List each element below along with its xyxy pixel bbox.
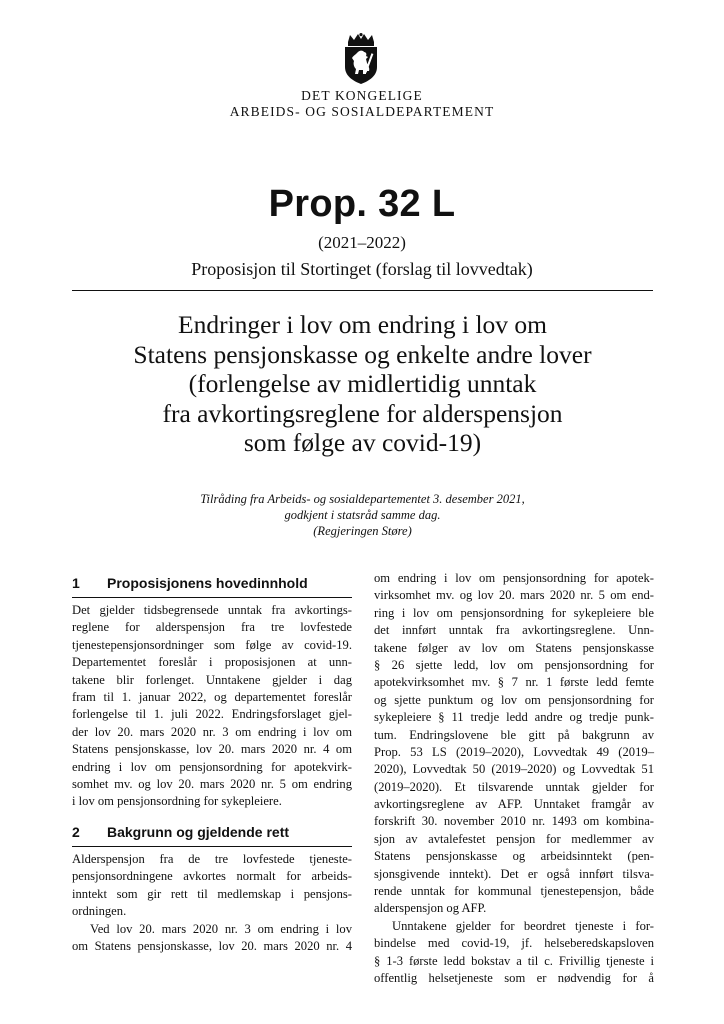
title-line: fra avkortingsreglene for alderspensjon [162,398,563,428]
section-2-body [72,851,352,955]
text-line: avkortingsreglene av AFP. Unntaket framgår av [374,797,654,812]
section-title: Bakgrunn og gjeldende rett [107,824,290,840]
text-line: i lov om pensjonsordning for sykepleiere. [72,794,282,809]
proposition-number: Prop. 32 L [268,183,456,225]
right-column-body [374,570,654,987]
section-heading-1 [72,575,352,595]
session-years: (2021–2022) [318,233,406,252]
text-line: Departementet foreslår i proposisjonen at unn- [72,655,352,670]
title-line: Endringer i lov om endring i lov om [178,310,547,339]
text-line: Prop. 53 LS (2019–2020), Lovvedtak 49 (2019– [374,744,654,759]
text-line: ring i lov om pensjonsordning for sykepleiere ble [374,605,654,620]
text-line: og sjette punktum og lov om pensjonsordning for [374,692,654,707]
text-line: tjenestepensjonsordninger som følge av covid-19. [72,637,352,652]
text-line: takene følger av lov om Statens pensjonskasse [374,640,654,655]
text-line: der lov 20. mars 2020 nr. 3 om endring i lov om [72,724,352,739]
text-line: Det gjelder tidsbegrensede unntak fra avkortings- [72,603,352,617]
section-divider [72,846,352,847]
proposition-type: Proposisjon til Stortinget (forslag til lovvedtak) [191,259,533,279]
text-line: Ved lov 20. mars 2020 nr. 3 om endring i lov [90,921,352,936]
text-line: fram til 1. januar 2022, og departementet foreslår [72,689,352,704]
section-heading-2 [72,824,352,844]
approval-line: (Regjeringen Støre) [313,524,412,538]
text-line: ordningen. [72,904,127,919]
text-line: forlengelse til 1. juli 2022. Endringsforslaget gjel- [72,707,352,722]
text-line: Alderspensjon fra de tre lovfestede tjeneste- [72,852,352,866]
text-line: takene blir forlenget. Unntakene gjelder i dag [72,672,352,687]
text-line: apotekvirksomhet mv. § 7 nr. 1 første ledd femte [374,675,654,690]
section-title: Proposisjonens hovedinnhold [107,575,308,591]
title-line: (forlengelse av midlertidig unntak [188,369,537,398]
department-name-line-1: DET KONGELIGE [301,88,423,103]
section-divider [72,597,352,598]
text-line: 2020), Lovvedtak 50 (2019–2020) og Lovvedtak 51 [374,762,654,777]
text-line: om endring i lov om pensjonsordning for apotek- [374,571,654,585]
text-line: forskrift 30. november 2010 nr. 1493 om kombina- [374,814,654,829]
section-1-body [72,602,352,811]
royal-lion-coat-of-arms-icon [339,33,383,85]
approval-line: godkjent i statsråd samme dag. [284,508,441,522]
text-line: § 1-3 første ledd bokstav a til c. Frivillig tjeneste i [374,953,654,968]
text-line: inntekt som gir rett til medlemskap i pensjons- [72,886,352,901]
section-number: 2 [72,824,80,840]
text-line: bindelse med covid-19, jf. helseberedskapsloven [374,936,654,951]
title-line: som følge av covid-19) [243,428,482,457]
section-number: 1 [72,575,80,591]
approval-line: Tilråding fra Arbeids- og sosialdepartementet 3. desember 2021, [200,492,525,506]
text-line: Statens pensjonskasse, lov 20. mars 2020 nr. 4 om [72,742,352,757]
text-line: endring i lov om pensjonsordning for apotekvirk- [72,759,352,774]
title-divider [72,290,653,291]
text-line: somhet mv. og lov 20. mars 2020 nr. 5 om endring [72,776,352,791]
text-line: virksomhet mv. og lov 20. mars 2020 nr. 5 om end- [374,588,654,603]
text-line: Statens pensjonskasse og arbeidsinntekt (pen- [374,849,654,864]
text-line: Unntakene gjelder for beordret tjeneste i for- [392,918,654,933]
text-line: sjonsgivende inntekt). Det er også innført tilsva- [374,866,654,881]
text-line: alderspensjon og AFP. [374,901,487,916]
text-line: rende unntak for kommunal tjenestepensjon, både [374,884,654,899]
department-name-line-2: ARBEIDS- OG SOSIALDEPARTEMENT [229,104,495,119]
text-line: sykepleiere § 11 tredje ledd andre og tredje punk- [374,710,654,725]
text-line: reglene for alderspensjon fra tre lovfestede [72,620,352,635]
approval-note [72,491,653,539]
text-line: § 26 sjette ledd, lov om pensjonsordning for [374,657,654,672]
document-title [72,310,653,458]
text-line: det innført unntak fra avkortingsreglene. Unn- [374,623,654,638]
text-line: (2019–2020). Et tilsvarende unntak gjelder for [374,779,654,794]
text-line: tum. Endringslovene ble gitt på bakgrunn av [374,727,654,742]
text-line: offentlig helsetjeneste som er nødvendig for å [374,970,654,985]
title-line: Statens pensjonskasse og enkelte andre lover [133,339,592,369]
text-line: om Statens pensjonskasse, lov 20. mars 2020 nr. 4 [72,938,352,953]
text-line: sjon av avtalefestet pensjon for medlemmer av [374,831,654,846]
text-line: pensjonsordningene avkortes normalt for arbeids- [72,869,352,884]
